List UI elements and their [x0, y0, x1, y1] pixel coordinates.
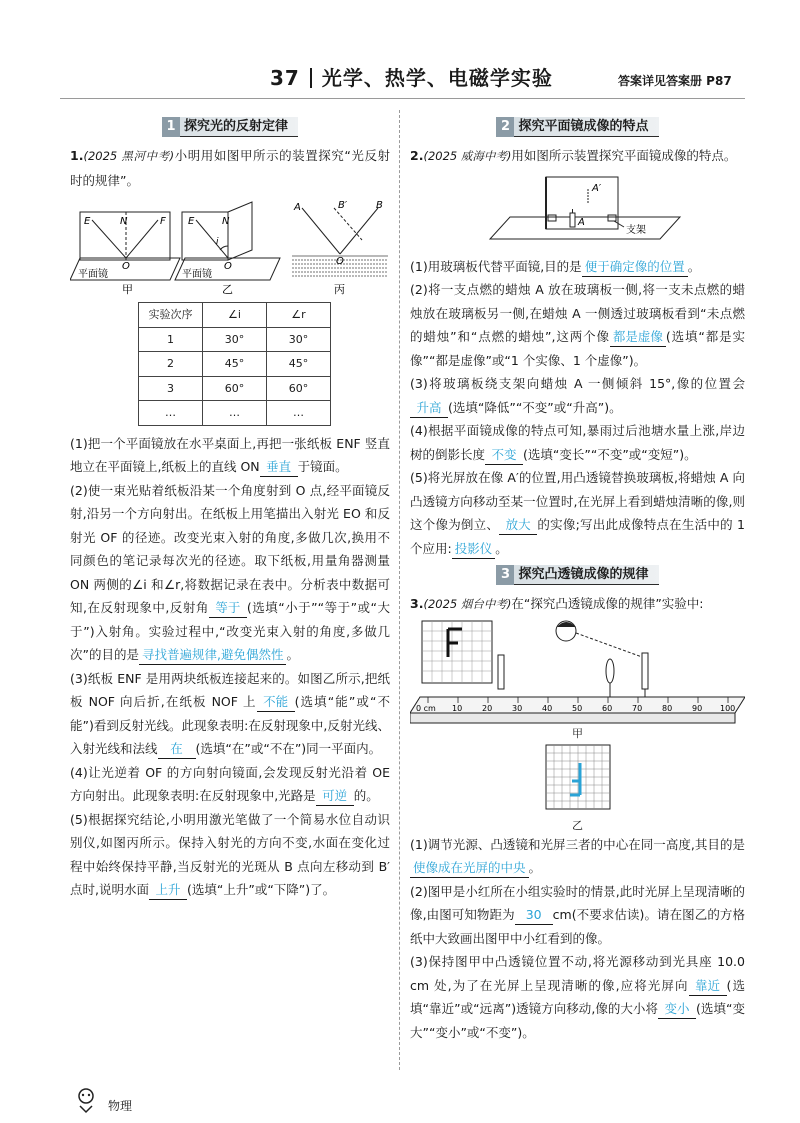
- table-cell: …: [203, 401, 267, 426]
- question-3-part-1: [410, 833, 745, 880]
- question-2-part-3: [410, 372, 745, 419]
- answer-blank[interactable]: 寻找普遍规律,避免偶然性: [139, 646, 286, 665]
- left-column: [70, 112, 390, 902]
- table-cell: 30°: [203, 327, 267, 352]
- ruler-label: 70: [632, 703, 643, 713]
- question-source: (2025 威海中考): [423, 149, 512, 163]
- header-rule: [60, 98, 745, 99]
- question-number: 2.: [410, 148, 424, 163]
- text: (选填“都是实像”“都是虚像”或“1 个实像、1 个虚像”)。: [410, 329, 746, 368]
- question-1-part-2: [70, 479, 390, 667]
- footer-subject: 物理: [108, 1099, 133, 1113]
- right-column: [410, 112, 745, 1044]
- table-row: [139, 401, 331, 426]
- text: cm(不要求估读)。请在图乙的方格纸中大致画出图甲中小红看到的像。: [410, 907, 745, 946]
- text: (1)把一个平面镜放在水平桌面上,再把一张纸板 ENF 竖直地立在平面镜上,纸板上的直线 ON: [70, 435, 390, 474]
- label-N: N: [222, 216, 230, 227]
- answer-blank[interactable]: 靠近: [689, 977, 727, 996]
- table-cell: 2: [139, 352, 203, 377]
- text: (5)将光屏放在像 A′的位置,用凸透镜替换玻璃板,将蜡烛 A 向凸透镜方向移动至某一位置时,在光屏上看到蜡烛清晰的像,则这个像为倒立、: [410, 470, 745, 532]
- table-cell: 1: [139, 327, 203, 352]
- table-row: [139, 376, 331, 401]
- table-cell: 45°: [203, 352, 267, 377]
- text: 。: [687, 258, 701, 274]
- ruler-label: 0 cm: [416, 703, 436, 713]
- section-heading-3: [410, 562, 745, 588]
- text: (1)调节光源、凸透镜和光屏三者的中心在同一高度,其目的是: [410, 836, 745, 852]
- answer-blank[interactable]: 变小: [658, 1000, 696, 1019]
- question-2-part-4: [410, 419, 745, 466]
- label-A-prime: A′: [592, 182, 602, 194]
- grid-paper: [410, 741, 745, 819]
- question-1-part-3: [70, 667, 390, 761]
- text: (3)纸板 ENF 是用两块纸板连接起来的。如图乙所示,把纸板 NOF 向后折,在纸板 NOF 上: [70, 670, 390, 709]
- answer-blank[interactable]: 可逆: [316, 787, 354, 806]
- text: 。: [286, 647, 299, 662]
- answer-blank[interactable]: 投影仪: [452, 540, 496, 559]
- answer-blank[interactable]: 放大: [499, 516, 537, 535]
- table-cell: 60°: [203, 376, 267, 401]
- label-O: O: [336, 256, 344, 267]
- table-cell: 45°: [267, 352, 331, 377]
- text: (1)用玻璃板代替平面镜,目的是: [410, 258, 582, 274]
- label-A: A: [578, 216, 585, 228]
- experiment-table: [138, 302, 331, 426]
- ruler-label: 10: [452, 703, 463, 713]
- answer-blank[interactable]: 都是虚像: [610, 328, 666, 347]
- table-cell: …: [139, 401, 203, 426]
- question-2-intro: [410, 144, 745, 169]
- section-title: 探究平面镜成像的特点: [518, 119, 649, 134]
- text: (选填“降低”“不变”或“升高”)。: [448, 399, 622, 415]
- figure-jia: [70, 212, 180, 296]
- question-3-intro: [410, 592, 745, 617]
- section-heading-1: [70, 114, 390, 140]
- question-1-part-1: [70, 432, 390, 479]
- figure-bing: [292, 200, 388, 296]
- text: (3)保持图甲中凸透镜位置不动,将光源移动到光具座 10.0 cm 处,为了在光屏上呈现清晰的像,应将光屏向: [410, 954, 745, 993]
- title-text: 光学、热学、电磁学实验: [321, 66, 553, 90]
- label-A: A: [294, 202, 301, 213]
- answer-blank[interactable]: 在: [158, 740, 196, 759]
- page-title: [270, 62, 553, 91]
- table-header-row: [139, 303, 331, 328]
- reflection-figures: [70, 198, 390, 298]
- question-1-part-5: [70, 808, 390, 902]
- text: (3)将玻璃板绕支架向蜡烛 A 一侧倾斜 15°,像的位置会: [410, 376, 745, 391]
- question-3-part-3: [410, 950, 745, 1044]
- mascot-icon: [72, 1086, 100, 1114]
- caption-bing: 丙: [334, 283, 345, 296]
- text: (4)根据平面镜成像的特点可知,暴雨过后池塘水量上涨,岸边树的倒影长度: [410, 423, 745, 462]
- label-N: N: [120, 216, 128, 227]
- text: (5)根据探究结论,小明用激光笔做了一个简易水位自动识别仪,如图丙所示。保持入射光的方向不变,水面在变化过程中始终保持平静,当反射光的光斑从 B 点向左移动到 B′点时,说明水面: [70, 811, 390, 897]
- table-row: [139, 352, 331, 377]
- text: (2)图甲是小红所在小组实验时的情景,此时光屏上呈现清晰的像,由图可知物距为: [410, 883, 745, 922]
- section-heading-2: [410, 114, 745, 140]
- text: (选填“小于”“等于”或“大于”)入射角。实验过程中,“改变光束入射的角度,多做几次”的目的是: [70, 600, 390, 662]
- label-E: E: [84, 216, 91, 227]
- reflection-diagram: [70, 198, 390, 298]
- question-text: 小明用如图甲所示的装置探究“光反射时的规律”。: [70, 148, 390, 188]
- table-cell: 30°: [267, 327, 331, 352]
- ruler-label: 80: [662, 703, 673, 713]
- text: 的。: [353, 788, 379, 803]
- question-source: (2025 烟台中考): [423, 597, 512, 611]
- caption-jia: 甲: [122, 283, 133, 296]
- question-2-part-1: [410, 255, 745, 279]
- answer-blank[interactable]: 升高: [410, 399, 448, 418]
- section-title: 探究光的反射定律: [183, 119, 288, 134]
- table-header: ∠r: [267, 303, 331, 328]
- table-cell: 3: [139, 376, 203, 401]
- question-text: 用如图所示装置探究平面镜成像的特点。: [511, 148, 737, 163]
- answer-blank[interactable]: 不能: [257, 693, 295, 712]
- text: 。: [528, 860, 542, 875]
- text: (选填“变长”“不变”或“变短”)。: [523, 446, 697, 462]
- text: (4)让光逆着 OF 的方向射向镜面,会发现反射光沿着 OE 方向射出。此现象表明:在反射现象中,光路是: [70, 764, 390, 803]
- label-B-prime: B′: [338, 200, 348, 211]
- caption-jia: 甲: [572, 726, 583, 740]
- question-1-part-4: [70, 761, 390, 808]
- label-E: E: [188, 216, 195, 227]
- plane-mirror-diagram: [410, 169, 745, 255]
- answer-blank[interactable]: 便于确定像的位置: [582, 258, 688, 277]
- section-number: 1: [162, 117, 180, 137]
- ruler-label: 40: [542, 703, 553, 713]
- section-title: 探究凸透镜成像的规律: [518, 567, 649, 582]
- ruler-label: 100: [720, 703, 736, 713]
- ruler-label: 60: [602, 703, 613, 713]
- text: 。: [495, 540, 508, 556]
- label-O: O: [122, 261, 130, 272]
- answer-blank[interactable]: 使像成在光屏的中央: [410, 859, 529, 878]
- plane-mirror-figure: [410, 169, 745, 255]
- grid-paper-figure: [410, 741, 745, 819]
- figure-yi: [175, 202, 280, 296]
- text: (选填“能”或“不能”)看到反射光线。此现象表明:在反射现象中,反射光线、入射光线和法线: [70, 694, 390, 756]
- text: 的实像;写出此成像特点在生活中的 1 个应用:: [410, 517, 745, 556]
- label-stand: 支架: [626, 224, 646, 236]
- answer-blank[interactable]: 不变: [485, 446, 523, 465]
- table-cell: …: [267, 401, 331, 426]
- ruler-label: 20: [482, 703, 493, 713]
- text: (选填“靠近”或“远离”)透镜方向移动,像的大小将: [410, 977, 745, 1016]
- question-number: 3.: [410, 596, 424, 611]
- answer-blank[interactable]: 等于: [209, 599, 247, 618]
- answer-blank[interactable]: 上升: [149, 881, 187, 900]
- column-divider: [399, 110, 400, 1070]
- question-text: 在“探究凸透镜成像的规律”实验中:: [511, 596, 704, 611]
- ruler-label: 50: [572, 703, 583, 713]
- question-1-intro: [70, 144, 390, 192]
- section-number: 2: [496, 117, 514, 137]
- title-number: 37: [270, 66, 300, 90]
- text: (选填“上升”或“下降”)了。: [186, 882, 336, 897]
- ruler-label: 90: [692, 703, 703, 713]
- text: (2)将一支点燃的蜡烛 A 放在玻璃板一侧,将一支未点燃的蜡烛放在玻璃板另一侧,在蜡烛 A 一侧透过玻璃板看到“未点燃的蜡烛”和“点燃的蜡烛”,这两个像: [410, 282, 745, 344]
- table-header: 实验次序: [139, 303, 203, 328]
- label-F: F: [160, 216, 166, 227]
- text: (2)使一束光贴着纸板沿某一个角度射到 O 点,经平面镜反射,沿另一个方向射出。在纸板上用笔描出入射光 EO 和反射光 OF 的径迹。改变光束入射的角度,多做几次,换用不同颜色的笔记录每次光的径迹。取下纸板,用量角器测量 ON 两侧的∠i 和∠r,将数据记录在表中。分析表中数据可知,在反射现象中,反射角: [70, 482, 390, 615]
- caption-yi: 乙: [222, 283, 233, 296]
- text: 于镜面。: [297, 459, 348, 474]
- label-O: O: [224, 261, 232, 272]
- section-number: 3: [496, 565, 514, 585]
- table-row: [139, 327, 331, 352]
- answer-blank[interactable]: 垂直: [260, 458, 298, 477]
- optical-bench-diagram: [410, 617, 745, 727]
- answer-blank[interactable]: 30: [515, 906, 553, 925]
- question-source: (2025 黑河中考): [83, 149, 175, 163]
- question-number: 1.: [70, 148, 84, 163]
- caption-yi: 乙: [572, 818, 583, 832]
- question-2-part-5: [410, 466, 745, 560]
- table-header: ∠i: [203, 303, 267, 328]
- optical-bench-figure: [410, 617, 745, 727]
- ruler-label: 30: [512, 703, 523, 713]
- answer-reference: 答案详见答案册 P87: [618, 74, 732, 88]
- label-B: B: [376, 200, 383, 211]
- table-cell: 60°: [267, 376, 331, 401]
- question-2-part-2: [410, 278, 745, 372]
- question-3-part-2: [410, 880, 745, 951]
- title-separator: [310, 68, 312, 88]
- label-mirror: 平面镜: [78, 269, 108, 280]
- text: (选填“在”或“不在”)同一平面内。: [195, 741, 382, 756]
- label-mirror: 平面镜: [182, 269, 212, 280]
- text: (选填“变大”“变小”或“不变”)。: [410, 1001, 745, 1040]
- label-i: i: [216, 237, 219, 247]
